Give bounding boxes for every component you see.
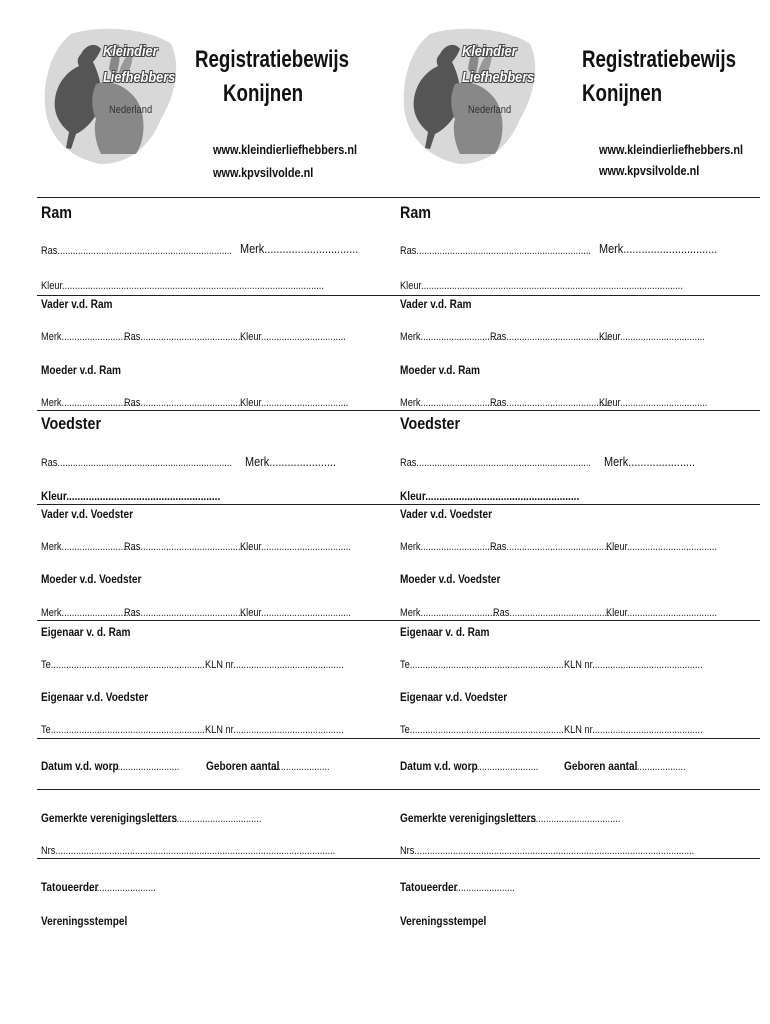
divider [37, 295, 401, 296]
geboren-aantal-dots: ........................ [624, 761, 686, 773]
voedster-moeder-kleur: Kleur................................... [606, 607, 717, 619]
title-line-1: Registratiebewijs [582, 46, 736, 73]
datum-worp-dots: ........................... [110, 761, 180, 773]
voedster-merk-field: Merk...................... [245, 454, 337, 469]
voedster-ras-field: Ras.................................................................... [41, 457, 233, 469]
eigenaar-ram-te: Te............................................................ [41, 659, 205, 671]
datum-worp-label: Datum v.d. worp [400, 759, 478, 773]
registration-card-right [396, 0, 760, 1024]
eigenaar-ram-kln: KLN nr........................................... [205, 659, 344, 671]
ram-vader-label: Vader v.d. Ram [400, 297, 472, 311]
ram-vader-label: Vader v.d. Ram [41, 297, 113, 311]
datum-worp-dots: ........................... [469, 761, 539, 773]
website-link-1[interactable]: www.kleindierliefhebbers.nl [599, 142, 744, 157]
ram-vader-merk: Merk.............................. [41, 331, 139, 343]
datum-worp-label: Datum v.d. worp [41, 759, 119, 773]
verenigingsletters-label: Gemerkte verenigingsletters [41, 811, 178, 825]
logo-line-2: Liefhebbers [462, 69, 535, 86]
voedster-merk-field: Merk...................... [604, 454, 696, 469]
voedster-vader-kleur: Kleur................................... [240, 541, 351, 553]
divider [396, 620, 760, 621]
tatoueerder-label: Tatoueerder [400, 880, 458, 894]
ram-moeder-kleur: Kleur.................................. [599, 397, 708, 409]
voedster-vader-ras: Ras........................................... [490, 541, 617, 553]
voedster-moeder-label: Moeder v.d. Voedster [41, 572, 142, 586]
title-line-2: Konijnen [582, 80, 663, 107]
eigenaar-voedster-kln: KLN nr........................................... [205, 724, 344, 736]
voedster-moeder-merk: Merk.............................. [41, 607, 139, 619]
ram-kleur-field: Kleur...................................................................................................... [41, 280, 324, 292]
voedster-kleur-field: Kleur....................................................... [400, 489, 580, 503]
eigenaar-voedster-label: Eigenaar v.d. Voedster [41, 690, 149, 704]
ram-vader-kleur: Kleur................................. [599, 331, 705, 343]
voedster-moeder-merk: Merk.............................. [400, 607, 498, 619]
voedster-moeder-kleur: Kleur................................... [240, 607, 351, 619]
geboren-aantal-label: Geboren aantal [206, 759, 280, 773]
tatoueerder-dots: .......................... [448, 882, 515, 894]
ram-heading: Ram [400, 203, 431, 222]
website-link-2[interactable]: www.kpvsilvolde.nl [599, 163, 700, 178]
logo-line-3: Nederland [109, 104, 153, 116]
eigenaar-ram-kln: KLN nr........................................... [564, 659, 703, 671]
logo-line-1: Kleindier [462, 43, 517, 60]
tatoueerder-label: Tatoueerder [41, 880, 99, 894]
ram-moeder-label: Moeder v.d. Ram [41, 363, 121, 377]
voedster-vader-ras: Ras........................................... [124, 541, 251, 553]
website-link-2[interactable]: www.kpvsilvolde.nl [213, 165, 314, 180]
divider [396, 295, 760, 296]
ram-ras-field: Ras.................................................................... [41, 245, 233, 257]
divider [396, 410, 760, 411]
ram-ras-field: Ras.................................................................... [400, 245, 592, 257]
title-line-1: Registratiebewijs [195, 46, 349, 73]
voedster-moeder-ras: Ras......................................... [124, 607, 246, 619]
ram-vader-ras: Ras........................................ [490, 331, 610, 343]
ram-vader-kleur: Kleur................................. [240, 331, 346, 343]
club-logo [41, 24, 191, 174]
geboren-aantal-label: Geboren aantal [564, 759, 638, 773]
registration-card-left [37, 0, 401, 1024]
eigenaar-ram-label: Eigenaar v. d. Ram [400, 625, 490, 639]
voedster-moeder-ras: Ras......................................... [493, 607, 615, 619]
ram-moeder-ras: Ras........................................ [490, 397, 610, 409]
ram-vader-ras: Ras........................................ [124, 331, 244, 343]
eigenaar-voedster-kln: KLN nr........................................... [564, 724, 703, 736]
eigenaar-voedster-te: Te............................................................ [400, 724, 564, 736]
geboren-aantal-dots: ........................ [268, 761, 330, 773]
voedster-moeder-label: Moeder v.d. Voedster [400, 572, 501, 586]
tatoueerder-dots: .......................... [89, 882, 156, 894]
divider [396, 504, 760, 505]
website-link-1[interactable]: www.kleindierliefhebbers.nl [213, 142, 358, 157]
eigenaar-ram-te: Te............................................................ [400, 659, 564, 671]
ram-vader-merk: Merk.............................. [400, 331, 498, 343]
nrs-field: Nrs............................................................................................................. [400, 845, 695, 857]
voedster-ras-field: Ras.................................................................... [400, 457, 592, 469]
title-line-2: Konijnen [223, 80, 304, 107]
divider [37, 620, 401, 621]
voedster-heading: Voedster [41, 414, 102, 433]
divider [396, 197, 760, 198]
verenigingsletters-dots: ........................................... [151, 813, 262, 825]
voedster-vader-label: Vader v.d. Voedster [41, 507, 134, 521]
eigenaar-ram-label: Eigenaar v. d. Ram [41, 625, 131, 639]
vereningsstempel-label: Vereningsstempel [41, 914, 128, 928]
nrs-field: Nrs............................................................................................................. [41, 845, 336, 857]
voedster-heading: Voedster [400, 414, 461, 433]
club-logo [400, 24, 550, 174]
ram-moeder-ras: Ras........................................ [124, 397, 244, 409]
voedster-vader-label: Vader v.d. Voedster [400, 507, 493, 521]
divider [396, 789, 760, 790]
ram-merk-field: Merk............................... [240, 241, 359, 256]
logo-line-2: Liefhebbers [103, 69, 176, 86]
divider [396, 738, 760, 739]
logo-line-3: Nederland [468, 104, 512, 116]
voedster-vader-merk: Merk.............................. [41, 541, 139, 553]
eigenaar-voedster-te: Te............................................................ [41, 724, 205, 736]
ram-moeder-label: Moeder v.d. Ram [400, 363, 480, 377]
ram-moeder-merk: Merk.............................. [400, 397, 498, 409]
ram-heading: Ram [41, 203, 72, 222]
voedster-vader-kleur: Kleur................................... [606, 541, 717, 553]
divider [37, 858, 401, 859]
divider [396, 858, 760, 859]
verenigingsletters-dots: ........................................... [510, 813, 621, 825]
voedster-kleur-field: Kleur....................................................... [41, 489, 221, 503]
divider [37, 410, 401, 411]
vereningsstempel-label: Vereningsstempel [400, 914, 487, 928]
divider [37, 738, 401, 739]
divider [37, 789, 401, 790]
ram-moeder-merk: Merk.............................. [41, 397, 139, 409]
ram-merk-field: Merk............................... [599, 241, 718, 256]
logo-line-1: Kleindier [103, 43, 158, 60]
ram-kleur-field: Kleur...................................................................................................... [400, 280, 683, 292]
divider [37, 197, 401, 198]
divider [37, 504, 401, 505]
ram-moeder-kleur: Kleur.................................. [240, 397, 349, 409]
eigenaar-voedster-label: Eigenaar v.d. Voedster [400, 690, 508, 704]
verenigingsletters-label: Gemerkte verenigingsletters [400, 811, 537, 825]
voedster-vader-merk: Merk.............................. [400, 541, 498, 553]
